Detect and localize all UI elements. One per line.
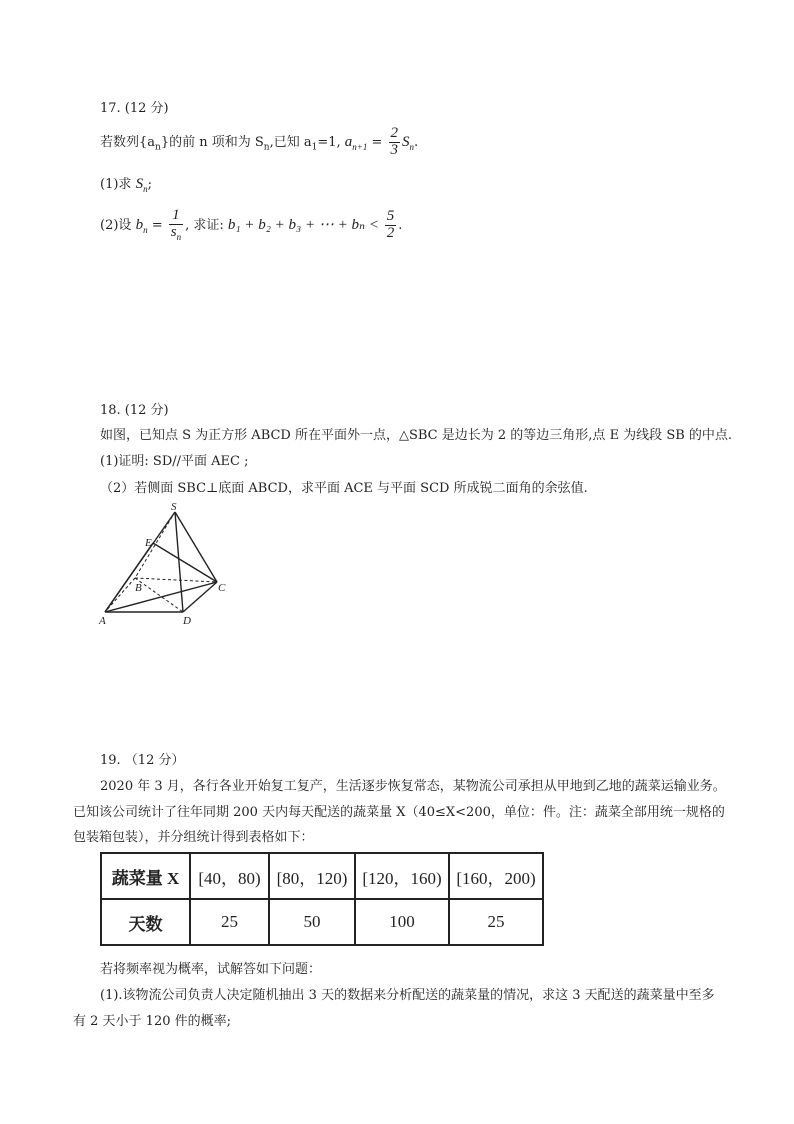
q18-part1: (1)证明: SD//平面 AEC ; — [100, 454, 249, 469]
label-S: S — [171, 501, 177, 513]
table-cell: [80，120) — [269, 853, 355, 899]
table-cell: 50 — [269, 899, 355, 945]
edge-SD — [175, 512, 183, 612]
q19-para4: 若将频率视为概率，试解答如下问题： — [100, 962, 322, 977]
table-header-cell: 蔬菜量 X — [101, 853, 190, 899]
edge-SB-hidden — [135, 512, 175, 578]
q18-stem: 如图，已知点 S 为正方形 ABCD 所在平面外一点，△SBC 是边长为 2 的等边三角形,点 E 为线段 SB 的中点. — [100, 428, 733, 443]
label-C: C — [218, 582, 226, 594]
edge-SC — [175, 512, 217, 582]
q17-stem — [100, 126, 418, 162]
label-D: D — [183, 615, 191, 627]
q17-heading: 17. (12 分) — [100, 101, 169, 116]
table-header-cell: 天数 — [101, 899, 190, 945]
q17-stem-sub2: n — [263, 142, 270, 153]
label-E: E — [145, 537, 152, 549]
q18-part2: （2）若侧面 SBC⊥底面 ABCD，求平面 ACE 与平面 SCD 所成锐二面角的余弦值. — [100, 481, 588, 496]
table-cell: [160，200) — [449, 853, 543, 899]
q17-part2: (2)设 $b_n$ = $\frac{1}{s_n}$ , 求证: b₁ + b₂ + b₃ + ⋯ + bₙ < $\frac{5}{2}$ . — [100, 207, 403, 243]
q17-stem-eq1: =1, — [317, 134, 341, 150]
table-cell: 25 — [449, 899, 543, 945]
q17-bound-frac: $\frac{5}{2}$ — [386, 208, 395, 241]
q17-S: $S_n$ — [402, 133, 415, 152]
q18-heading: 18. (12 分) — [100, 403, 169, 418]
edge-BD-hidden — [135, 578, 183, 612]
table-row — [101, 853, 543, 899]
q19-heading: 19. （12 分） — [100, 753, 185, 768]
q17-period: . — [414, 134, 419, 150]
edge-BA-hidden — [105, 578, 135, 612]
q19-part1-line2: 有 2 天小于 120 件的概率; — [73, 1014, 231, 1029]
q17-stem-prefix: 若数列{a — [100, 134, 156, 150]
q19-para3: 包装箱包装），并分组统计得到表格如下： — [73, 830, 314, 845]
table-cell: 25 — [190, 899, 269, 945]
q19-para2: 已知该公司统计了往年同期 200 天内每天配送的蔬菜量 X（40≤X<200，单位：件。注：蔬菜全部用统一规格的 — [73, 805, 725, 820]
q17-sum-expr: b₁ + b₂ + b₃ + ⋯ + bₙ < — [227, 217, 383, 233]
q17-part1: (1)求 $S_n$; — [100, 176, 152, 194]
table-cell: [40，80) — [190, 853, 269, 899]
pyramid-figure — [95, 500, 245, 630]
label-B: B — [135, 582, 142, 594]
q17-stem-mid: }的前 n 项和为 S — [160, 134, 264, 150]
q17-b-frac: $\frac{1}{s_n}$ — [170, 207, 182, 243]
q17-stem-mid2: ,已知 a — [269, 134, 312, 150]
edge-EC — [153, 543, 217, 582]
table-cell: 100 — [355, 899, 449, 945]
q19-para1: 2020 年 3 月，各行各业开始复工复产，生活逐步恢复常态，某物流公司承担从甲地到乙地的蔬菜运输业务。 — [100, 779, 726, 794]
table-cell: [120，160) — [355, 853, 449, 899]
q17-a-next: $a_{n+1}$ — [344, 133, 368, 152]
q17-stem-sub: n — [155, 142, 161, 153]
q17-eq: = — [367, 134, 387, 150]
edge-BC-hidden — [135, 578, 217, 582]
q17-frac: $\frac{2}{3}$ — [390, 125, 399, 158]
q17-stem-sub1: 1 — [311, 142, 318, 153]
table-row — [101, 899, 543, 945]
q19-part1-line1: (1).该物流公司负责人决定随机抽出 3 天的数据来分析配送的蔬菜量的情况，求这 3 天配送的蔬菜量中至多 — [100, 988, 715, 1003]
vegetable-table — [100, 852, 544, 946]
label-A: A — [99, 615, 106, 627]
